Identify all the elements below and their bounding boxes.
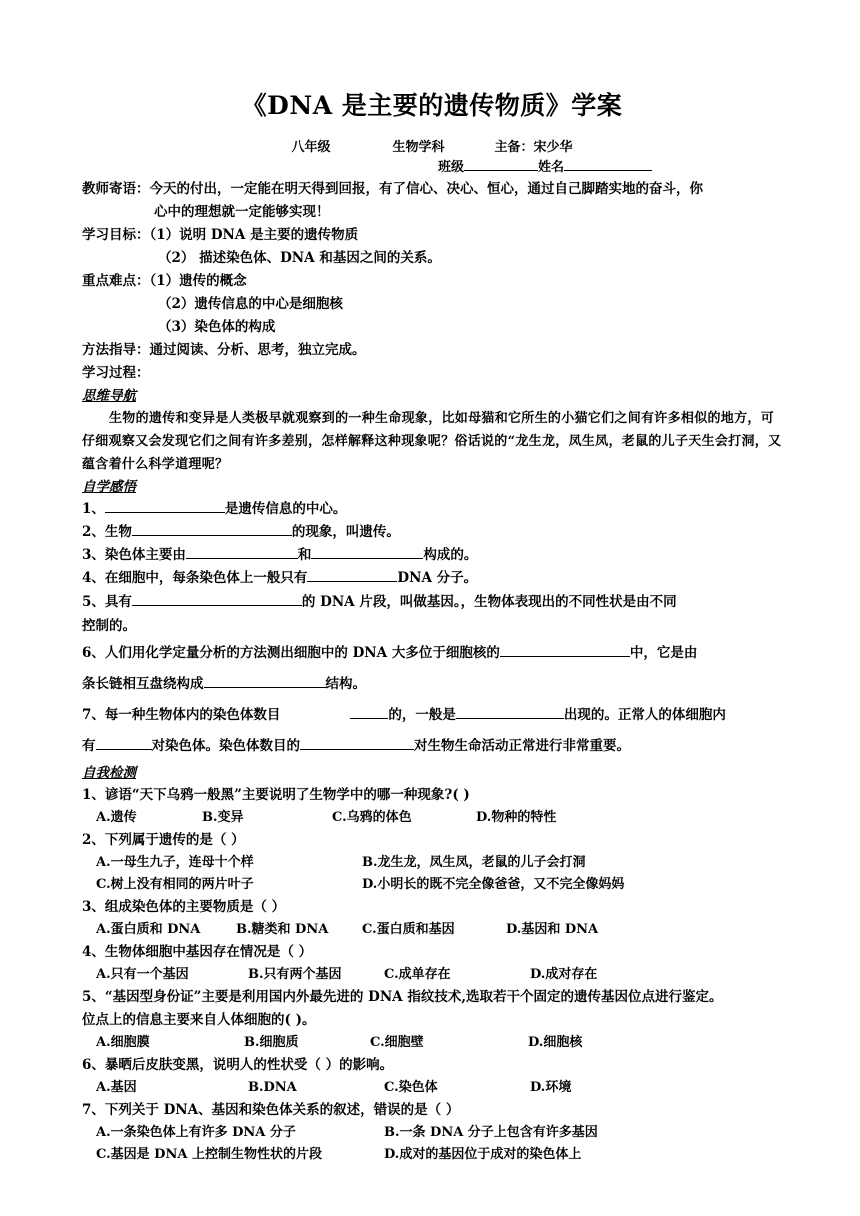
answer-blank[interactable]: [456, 704, 564, 719]
option-c[interactable]: C.细胞壁: [370, 1035, 424, 1050]
option-a[interactable]: A.蛋白质和 DNA: [96, 922, 201, 937]
option-d[interactable]: D.细胞核: [528, 1035, 583, 1050]
answer-blank[interactable]: [132, 591, 302, 606]
process-line: 学习过程：: [82, 365, 150, 381]
answer-blank[interactable]: [350, 704, 388, 719]
answer-blank[interactable]: [96, 735, 152, 750]
mc-options-5: [82, 1032, 782, 1054]
answer-blank[interactable]: [105, 498, 225, 513]
mc-question-5-line2: 位点上的信息主要来自人体细胞的( )。: [82, 1012, 316, 1028]
key-points-line3: （3）染色体的构成: [158, 319, 276, 335]
option-d[interactable]: D.物种的特性: [476, 810, 557, 825]
option-d[interactable]: D.小明长的既不完全像爸爸，又不完全像妈妈: [362, 877, 625, 892]
option-c[interactable]: C.染色体: [384, 1080, 438, 1095]
class-label: 班级: [438, 160, 465, 175]
mc-options-1: [82, 807, 782, 829]
key-points-line2: （2）遗传信息的中心是细胞核: [158, 296, 343, 312]
option-c[interactable]: C.成单存在: [384, 967, 451, 982]
class-blank[interactable]: [464, 156, 538, 171]
goals-line2: （2） 描述染色体、DNA 和基因之间的关系。: [158, 250, 441, 266]
mc-question-1: 1、谚语“天下乌鸦一般黑”主要说明了生物学中的哪一种现象?( ): [82, 787, 470, 803]
mc-options-2a: [82, 852, 782, 874]
name-label: 姓名: [538, 160, 565, 175]
intro-paragraph: 生物的遗传和变异是人类极早就观察到的一种生命现象，比如母猫和它所生的小猫它们之间有许多相似的地方，可仔细观察又会发现它们之间有许多差别，怎样解释这种现象呢？俗话说的“龙生龙，凤生凤，老鼠的儿子天生会打洞，又蕴含着什么科学道理呢？: [82, 411, 782, 472]
option-c[interactable]: C.蛋白质和基因: [362, 922, 455, 937]
fill-question-7: 7、每一种生物体内的染色体数目 的，一般是 出现的。正常人的体细胞内 有 对染色体。染色体数目的 对生物生命活动正常进行非常重要。: [82, 700, 782, 762]
answer-blank[interactable]: [300, 735, 414, 750]
option-a[interactable]: A.一条染色体上有许多 DNA 分子: [96, 1125, 296, 1140]
worksheet: [82, 86, 782, 1166]
option-a[interactable]: A.遗传: [96, 810, 137, 825]
option-a[interactable]: A.细胞膜: [96, 1035, 150, 1050]
grade-label: 八年级: [291, 140, 331, 155]
mc-question-7: 7、下列关于 DNA、基因和染色体关系的叙述，错误的是（ ）: [82, 1102, 460, 1118]
subject-label: 生物学科: [392, 140, 445, 155]
mc-options-6: [82, 1077, 782, 1099]
fill-question-6: 6、人们用化学定量分析的方法测出细胞中的 DNA 大多位于细胞核的 中，它是由 条长链相互盘绕构成 结构。: [82, 638, 782, 700]
fill-question-4: 4、在细胞中，每条染色体上一般只有 DNA 分子。: [82, 567, 782, 590]
mc-question-4: 4、生物体细胞中基因存在情况是（ ）: [82, 944, 313, 960]
meta-row: [82, 136, 782, 156]
mc-question-6: 6、暴晒后皮肤变黑，说明人的性状受（ ）的影响。: [82, 1057, 394, 1073]
mc-question-2: 2、下列属于遗传的是（ ）: [82, 832, 245, 848]
section-heading-selfcheck: 自我检测: [82, 765, 136, 781]
name-blank[interactable]: [564, 156, 652, 171]
option-b[interactable]: B.细胞质: [244, 1035, 299, 1050]
mc-options-4: [82, 964, 782, 986]
option-b[interactable]: B.DNA: [248, 1080, 297, 1095]
option-d[interactable]: D.环境: [530, 1080, 572, 1095]
page-title: 《DNA 是主要的遗传物质》学案: [241, 91, 623, 120]
mc-options-7b: [82, 1144, 782, 1166]
answer-blank[interactable]: [186, 544, 298, 559]
answer-blank[interactable]: [500, 642, 630, 657]
teacher-message-line2: 心中的理想就一定能够实现！: [154, 204, 330, 220]
goals-line1: 学习目标：（1）说明 DNA 是主要的遗传物质: [82, 227, 359, 243]
mc-question-5-line1: 5、“基因型身份证”主要是利用国内外最先进的 DNA 指纹技术,选取若干个固定的遗传基因位点进行鉴定。: [82, 989, 723, 1005]
fill-question-1: 1、 是遗传信息的中心。: [82, 498, 782, 521]
option-b[interactable]: B.变异: [202, 810, 244, 825]
class-name-row: [82, 156, 782, 178]
fill-question-5: 5、具有 的 DNA 片段，叫做基因。，生物体表现出的不同性状是由不同 控制的。: [82, 590, 782, 638]
option-c[interactable]: C.乌鸦的体色: [332, 810, 412, 825]
answer-blank[interactable]: [132, 521, 292, 536]
section-heading-thinking: 思维导航: [82, 388, 136, 404]
method-line: 方法指导：通过阅读、分析、思考，独立完成。: [82, 342, 366, 358]
option-a[interactable]: A.只有一个基因: [96, 967, 189, 982]
option-a[interactable]: A.一母生九子，连母十个样: [96, 855, 254, 870]
option-a[interactable]: A.基因: [96, 1080, 137, 1095]
section-heading-selfstudy: 自学感悟: [82, 479, 136, 495]
author-label: 主备：宋少华: [494, 140, 573, 155]
option-b[interactable]: B.龙生龙，凤生凤，老鼠的儿子会打洞: [362, 855, 586, 870]
fill-question-2: 2、生物 的现象，叫遗传。: [82, 521, 782, 544]
mc-options-3: [82, 919, 782, 941]
answer-blank[interactable]: [307, 567, 397, 582]
option-d[interactable]: D.成对存在: [530, 967, 598, 982]
option-b[interactable]: B.一条 DNA 分子上包含有许多基因: [384, 1125, 598, 1140]
answer-blank[interactable]: [311, 544, 423, 559]
option-d[interactable]: D.基因和 DNA: [506, 922, 599, 937]
fill-question-3: 3、染色体主要由 和 构成的。: [82, 544, 782, 567]
option-c[interactable]: C.树上没有相同的两片叶子: [96, 877, 254, 892]
mc-options-7a: [82, 1122, 782, 1144]
option-b[interactable]: B.只有两个基因: [248, 967, 342, 982]
mc-question-3: 3、组成染色体的主要物质是（ ）: [82, 899, 286, 915]
option-d[interactable]: D.成对的基因位于成对的染色体上: [384, 1147, 582, 1162]
option-b[interactable]: B.糖类和 DNA: [236, 922, 329, 937]
key-points-line1: 重点难点：（1）遗传的概念: [82, 273, 247, 289]
teacher-message-line1: 教师寄语：今天的付出，一定能在明天得到回报，有了信心、决心、恒心，通过自己脚踏实地的奋斗，你: [82, 181, 703, 197]
mc-options-2b: [82, 874, 782, 896]
option-c[interactable]: C.基因是 DNA 上控制生物性状的片段: [96, 1147, 322, 1162]
answer-blank[interactable]: [204, 673, 326, 688]
